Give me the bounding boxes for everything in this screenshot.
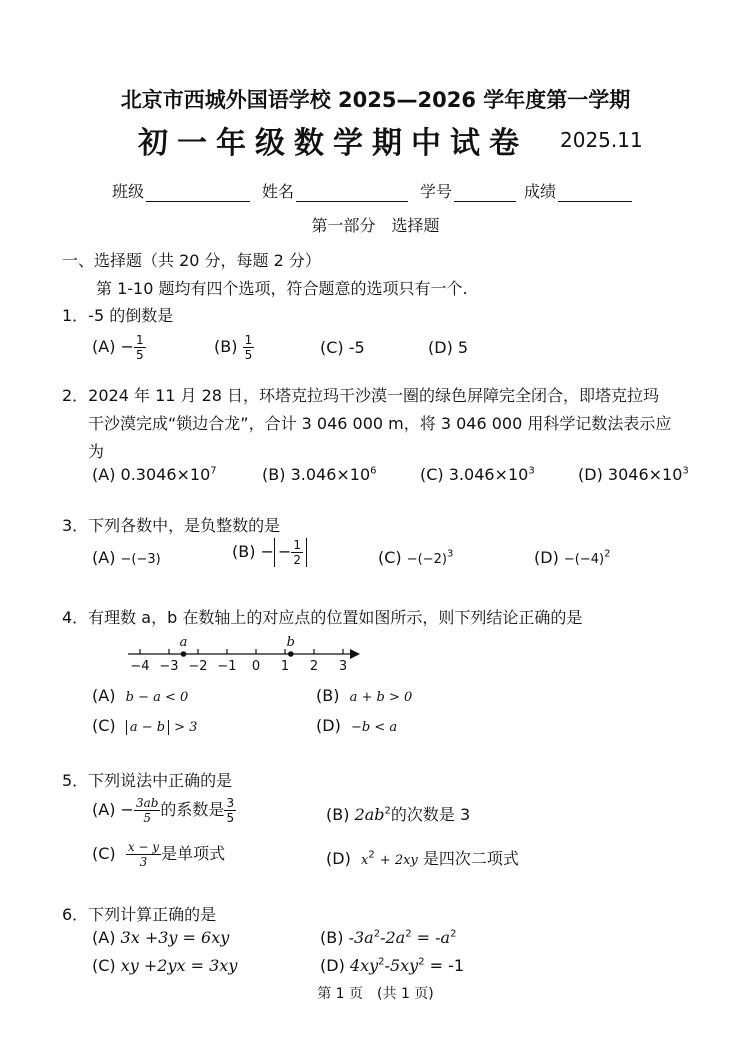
q1-d-label: (D) [428, 338, 453, 357]
name-blank[interactable] [296, 187, 408, 202]
q5-option-b [326, 802, 470, 825]
q3-b-fraction: $\frac{1}{2}$ [293, 538, 302, 567]
q2-option-a [92, 465, 217, 484]
q3-c-label: (C) [378, 548, 402, 567]
axis-tick-label: −3 [159, 659, 179, 674]
q2-d-exp: 3 [682, 465, 689, 477]
q4-c-abs: a − b [126, 720, 169, 735]
q5-a-answer-fraction: $\frac{3}{5}$ [226, 796, 235, 825]
q5-a-sign: − [120, 800, 134, 819]
q6-stem: 6．下列计算正确的是 [62, 905, 217, 924]
axis-tick-label: 3 [338, 659, 348, 674]
q3-a-label: (A) [92, 548, 116, 567]
q1-d-value: 5 [457, 338, 469, 357]
q6-b-label: (B) [320, 928, 344, 947]
q5-d-label: (D) [326, 849, 351, 868]
q4-a-value: b − a < 0 [125, 690, 189, 705]
axis-arrow [350, 649, 360, 659]
q1-b-fraction: $\frac{1}{5}$ [244, 333, 253, 362]
axis-tick-label: 0 [251, 659, 261, 674]
point-b [288, 651, 294, 657]
q3-b-label: (B) [232, 542, 256, 561]
q4-d-value: −b < a [350, 720, 398, 735]
q6-d-term1: 4xy [349, 956, 379, 975]
q5-a-fraction: $\frac{3ab}{5}$ [135, 796, 159, 825]
q4-option-c [92, 716, 197, 735]
q2-b-exp: 6 [370, 465, 377, 477]
q2-c-exp: 3 [528, 465, 535, 477]
score-blank[interactable] [558, 187, 632, 202]
q6-a-label: (A) [92, 928, 116, 947]
q5-b-text: 的次数是 3 [390, 805, 471, 824]
q5-stem: 5．下列说法中正确的是 [62, 771, 233, 790]
q3-b-outer-sign: − [260, 542, 274, 561]
q2-d-base: 3046×10 [607, 465, 683, 484]
q5-c-fraction: $\frac{x - y}{3}$ [127, 840, 160, 869]
q2-b-label: (B) [262, 465, 286, 484]
q2-d-label: (D) [578, 465, 603, 484]
q3-d-exp: 2 [604, 548, 611, 560]
q6-b-exp1: 2 [373, 928, 381, 940]
q2-line3: 为 [88, 442, 105, 461]
q5-b-expr: 2ab [354, 805, 385, 824]
q4-d-label: (D) [316, 716, 341, 735]
axis-tick-label: −4 [130, 659, 150, 674]
info-score [524, 179, 632, 202]
q3-a-value: −(−3) [120, 552, 161, 567]
q5-option-a [92, 796, 236, 825]
q2-b-base: 3.046×10 [290, 465, 371, 484]
q2-c-label: (C) [420, 465, 444, 484]
q2-line1: 2．2024 年 11 月 28 日，环塔克拉玛干沙漠一圈的绿色屏障完全闭合，即塔克拉玛 [62, 386, 660, 405]
q1-a-fraction: $\frac{1}{5}$ [135, 333, 144, 362]
q3-c-exp: 3 [446, 548, 454, 560]
q3-d-base: −(−4) [563, 552, 605, 567]
q1-b-label: (B) [214, 337, 238, 356]
info-class [112, 179, 250, 202]
q1-a-sign: − [120, 337, 134, 356]
q1-option-b [214, 333, 254, 362]
info-score-label: 成绩 [524, 182, 557, 201]
exam-date: 2025.11 [560, 128, 643, 152]
q3-option-a [92, 548, 161, 567]
q1-c-value: -5 [348, 338, 365, 357]
section-instruction: 第 1-10 题均有四个选项，符合题意的选项只有一个. [96, 279, 468, 298]
q5-option-c [92, 840, 225, 869]
q3-b-inner-sign: − [277, 542, 292, 561]
q5-c-label: (C) [92, 844, 116, 863]
q5-c-text: 是单项式 [161, 844, 226, 863]
info-name-label: 姓名 [262, 182, 295, 201]
q6-b-term3: = -a [416, 928, 451, 947]
q2-a-label: (A) [92, 465, 116, 484]
q6-b-exp2: 2 [405, 928, 412, 940]
q4-c-tail: > 3 [174, 720, 198, 735]
q3-b-abs [274, 538, 307, 567]
q5-d-text: 是四次二项式 [422, 849, 519, 868]
q3-option-d [534, 548, 610, 567]
q2-c-base: 3.046×10 [448, 465, 529, 484]
q1-option-c [320, 338, 365, 357]
id-blank[interactable] [454, 187, 516, 202]
number-line [120, 632, 370, 676]
axis-tick-label: 2 [309, 659, 319, 674]
school-line: 北京市西城外国语学校 2025—2026 学年度第一学期 [120, 88, 631, 112]
axis-tick-label: 1 [280, 659, 290, 674]
point-a [181, 651, 187, 657]
q6-d-exp2: 2 [418, 956, 425, 968]
q5-a-mid: 的系数是 [160, 800, 225, 819]
q4-b-value: a + b > 0 [349, 690, 413, 705]
axis-tick-label: −1 [217, 659, 237, 674]
q4-option-a [92, 686, 188, 705]
q1-stem: 1．-5 的倒数是 [62, 306, 174, 325]
q3-option-b [232, 538, 307, 567]
q6-b-term2: -2a [380, 928, 406, 947]
q6-d-term2: -5xy [384, 956, 419, 975]
q4-stem: 4．有理数 a，b 在数轴上的对应点的位置如图所示，则下列结论正确的是 [62, 608, 583, 627]
q3-option-c [378, 548, 453, 567]
q1-option-d [428, 338, 468, 357]
q1-c-label: (C) [320, 338, 344, 357]
q6-d-exp1: 2 [378, 956, 385, 968]
q4-option-b [316, 686, 412, 705]
q6-d-label: (D) [320, 956, 345, 975]
info-class-label: 班级 [112, 182, 145, 201]
q6-c-value: xy +2yx = 3xy [120, 956, 238, 975]
q5-d-exp: 2 [368, 849, 375, 861]
part-title: 第一部分 选择题 [311, 216, 440, 235]
q5-d-expr1: x [360, 853, 369, 868]
q6-b-exp3: 2 [450, 928, 457, 940]
q4-b-label: (B) [316, 686, 340, 705]
q3-d-label: (D) [534, 548, 559, 567]
q6-a-value: 3x +3y = 6xy [120, 928, 230, 947]
q6-b-term1: -3a [348, 928, 374, 947]
q6-option-c [92, 956, 237, 975]
q2-a-exp: 7 [210, 465, 217, 477]
class-blank[interactable] [146, 187, 250, 202]
axis-tick-label: −2 [188, 659, 208, 674]
q5-option-d [326, 846, 519, 869]
q2-option-c [420, 465, 535, 484]
q6-d-term3: = -1 [429, 956, 465, 975]
q2-option-b [262, 465, 377, 484]
q5-d-expr2: + 2xy [379, 853, 418, 868]
q5-b-exp: 2 [384, 805, 391, 817]
q6-option-b [320, 928, 456, 947]
q4-a-label: (A) [92, 686, 116, 705]
info-id-label: 学号 [420, 182, 453, 201]
info-name [262, 179, 408, 202]
q5-a-label: (A) [92, 800, 116, 819]
q6-option-a [92, 928, 229, 947]
q6-option-d [320, 956, 464, 975]
q6-c-label: (C) [92, 956, 116, 975]
q2-option-d [578, 465, 689, 484]
point-b-label: b [286, 635, 295, 650]
section-title: 一、选择题（共 20 分，每题 2 分） [62, 251, 321, 270]
q2-a-base: 0.3046×10 [120, 465, 211, 484]
info-id [420, 179, 516, 202]
q1-option-a [92, 333, 146, 362]
exam-title: 初一年级数学期中试卷 [138, 126, 528, 161]
q4-option-d [316, 716, 397, 735]
q1-a-label: (A) [92, 337, 116, 356]
q4-c-label: (C) [92, 716, 116, 735]
point-a-label: a [179, 635, 188, 650]
page-footer: 第 1 页 (共 1 页) [317, 986, 434, 1002]
q2-line2: 干沙漠完成“锁边合龙”，合计 3 046 000 m，将 3 046 000 用科学记数法表示应 [88, 414, 672, 433]
q3-c-base: −(−2) [406, 552, 447, 567]
q5-b-label: (B) [326, 805, 350, 824]
q3-stem: 3．下列各数中，是负整数的是 [62, 516, 281, 535]
